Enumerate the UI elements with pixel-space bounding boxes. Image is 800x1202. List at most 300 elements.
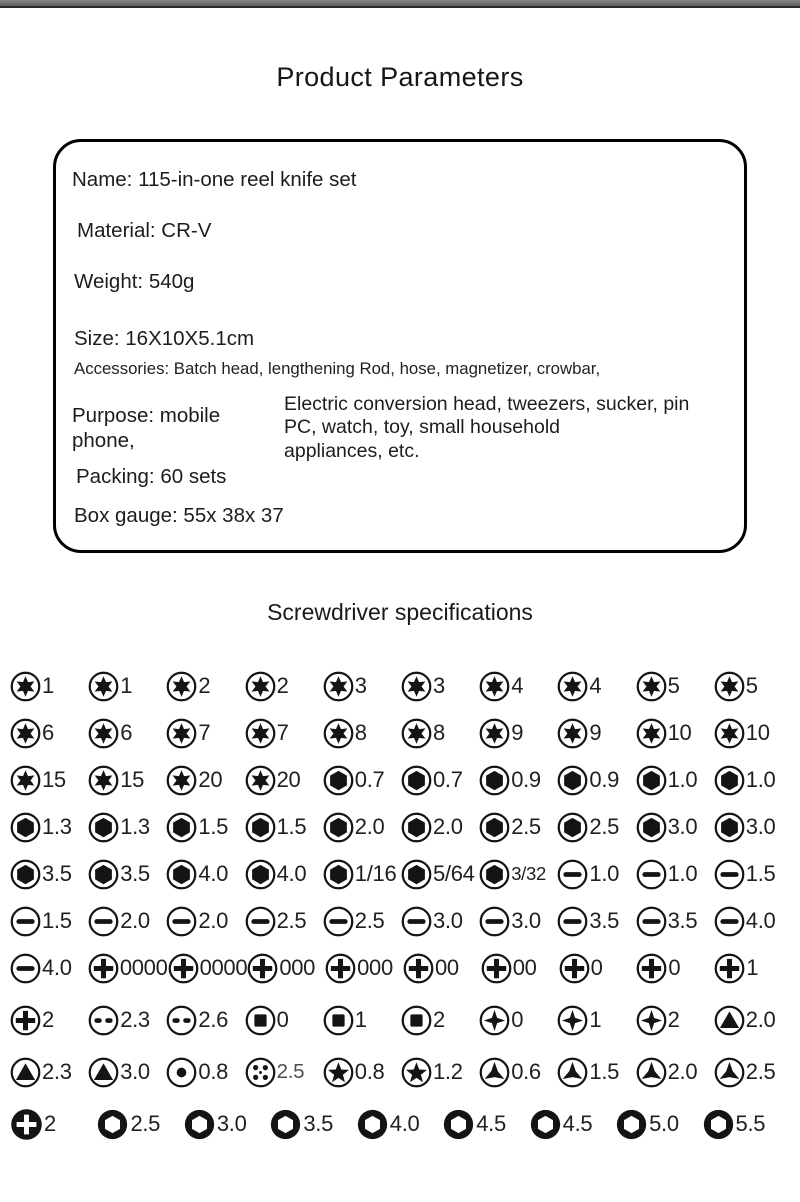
u-type-icon	[88, 1005, 119, 1036]
spec-item	[88, 811, 166, 843]
spec-item	[245, 670, 323, 702]
hex-icon	[323, 859, 354, 890]
bit-size-label: 000	[279, 955, 316, 981]
hex-icon	[166, 859, 197, 890]
torx-icon	[245, 765, 276, 796]
spec-item	[323, 670, 401, 702]
param-accessories: Accessories: Batch head, lengthening Rod, hose, magnetizer, crowbar,	[74, 359, 601, 378]
hex-icon	[166, 812, 197, 843]
bit-size-label: 1.5	[589, 1059, 620, 1085]
bit-size-label: 0	[511, 1007, 524, 1033]
hex-icon	[714, 765, 745, 796]
bit-size-label: 3/32	[511, 863, 546, 885]
spec-item	[245, 1056, 323, 1088]
phillips-icon	[403, 953, 434, 984]
bit-size-label: 0.8	[354, 1059, 385, 1085]
star4-icon	[479, 1005, 510, 1036]
bit-size-label: 1.5	[745, 861, 776, 887]
spec-item	[96, 1108, 182, 1140]
spec-row	[10, 764, 792, 796]
bit-size-label: 0	[276, 1007, 289, 1033]
bit-size-label: 3.5	[303, 1111, 334, 1137]
slotted-icon	[166, 906, 197, 937]
spec-item	[10, 858, 88, 890]
torx-icon	[557, 671, 588, 702]
spec-item	[166, 858, 244, 890]
hex-icon	[245, 859, 276, 890]
purpose-detail-line: Electric conversion head, tweezers, sucker, pin	[284, 393, 690, 415]
phillips-icon	[247, 953, 278, 984]
four-dot-icon	[245, 1057, 276, 1088]
torx-icon	[245, 718, 276, 749]
hex-socket-icon	[356, 1108, 389, 1141]
bit-size-label: 15	[120, 767, 145, 793]
spec-item	[325, 952, 403, 984]
spec-item	[10, 905, 88, 937]
bit-size-label: 1/16	[354, 861, 397, 887]
spec-item	[88, 1004, 166, 1036]
bit-size-label: 3	[432, 673, 445, 699]
spec-item	[636, 952, 714, 984]
bit-size-label: 7	[198, 720, 211, 746]
dot-icon	[166, 1057, 197, 1088]
spec-item	[166, 1056, 244, 1088]
hex-icon	[245, 812, 276, 843]
bit-size-label: 4.5	[562, 1111, 593, 1137]
param-size: Size: 16X10X5.1cm	[74, 327, 255, 350]
spec-item	[557, 858, 635, 890]
spec-item	[714, 858, 792, 890]
y-type-icon	[557, 1057, 588, 1088]
spec-row	[10, 1056, 792, 1088]
y-type-icon	[714, 1057, 745, 1088]
spec-item	[166, 764, 244, 796]
torx-icon	[166, 671, 197, 702]
spec-item	[557, 764, 635, 796]
square-icon	[401, 1005, 432, 1036]
param-weight: Weight: 540g	[74, 270, 195, 293]
hex-icon	[323, 812, 354, 843]
bit-size-label: 5/64	[432, 861, 475, 887]
bit-size-label: 5.0	[649, 1111, 679, 1137]
bit-size-label: 4	[589, 673, 602, 699]
hex-socket-icon	[96, 1108, 129, 1141]
phillips-icon	[636, 953, 667, 984]
bit-size-label: 2.5	[354, 908, 385, 934]
spec-item	[323, 717, 401, 749]
bit-size-label: 0	[668, 955, 681, 981]
spec-section-title: Screwdriver specifications	[267, 599, 533, 626]
torx-icon	[10, 718, 41, 749]
hex-icon	[401, 859, 432, 890]
spec-row	[10, 858, 792, 890]
bit-size-label: 0	[590, 955, 603, 981]
param-purpose-detail	[268, 393, 689, 463]
slotted-icon	[245, 906, 276, 937]
bit-size-label: 4.0	[745, 908, 776, 934]
spec-item	[10, 1108, 96, 1140]
spec-item	[88, 905, 166, 937]
spec-item	[401, 717, 479, 749]
bit-size-label: 4.0	[42, 955, 72, 981]
bit-size-label: 1.0	[589, 861, 620, 887]
spec-row	[10, 811, 792, 843]
bit-size-label: 2	[432, 1007, 445, 1033]
spec-item	[479, 811, 557, 843]
spec-item	[10, 1004, 88, 1036]
param-purpose-row	[72, 393, 726, 463]
spec-row	[10, 670, 792, 702]
spec-item	[323, 1056, 401, 1088]
hex-icon	[557, 765, 588, 796]
spec-item	[356, 1108, 442, 1140]
bit-size-label: 3.5	[667, 908, 698, 934]
bit-size-label: 6	[42, 720, 54, 746]
torx-icon	[557, 718, 588, 749]
purpose-detail-line: PC, watch, toy, small household	[284, 416, 561, 439]
spec-row	[10, 1004, 792, 1036]
spec-item	[702, 1108, 788, 1140]
bit-size-label: 2.3	[120, 1007, 150, 1033]
spec-grid	[0, 670, 800, 1140]
bit-size-label: 2	[44, 1111, 56, 1137]
param-name: Name: 115-in-one reel knife set	[72, 168, 357, 191]
bit-size-label: 2.0	[432, 814, 463, 840]
spec-item	[183, 1108, 269, 1140]
spec-item	[479, 1004, 557, 1036]
bit-size-label: 8	[354, 720, 367, 746]
spec-item	[323, 764, 401, 796]
bit-size-label: 0.6	[511, 1059, 541, 1085]
spec-item	[245, 1004, 323, 1036]
spec-item	[479, 717, 557, 749]
phillips-icon	[168, 953, 199, 984]
param-box-gauge: Box gauge: 55x 38x 37	[74, 504, 284, 528]
spec-item	[636, 1056, 714, 1088]
spec-item	[714, 717, 792, 749]
spec-item	[557, 670, 635, 702]
slotted-icon	[714, 859, 745, 890]
phillips-icon	[714, 953, 745, 984]
bit-size-label: 1	[354, 1007, 367, 1033]
triangle-icon	[714, 1005, 745, 1036]
spec-item	[88, 670, 166, 702]
slotted-icon	[636, 859, 667, 890]
spec-item	[714, 764, 792, 796]
spec-item	[88, 717, 166, 749]
spec-item	[88, 764, 166, 796]
spec-item	[88, 1056, 166, 1088]
hex-socket-icon	[269, 1108, 302, 1141]
bit-size-label: 5.5	[735, 1111, 766, 1137]
spec-item	[10, 1056, 88, 1088]
bit-size-label: 20	[198, 767, 223, 793]
spec-item	[557, 1004, 635, 1036]
bit-size-label: 0.8	[198, 1059, 229, 1085]
spec-item	[442, 1108, 528, 1140]
bit-size-label: 2.0	[198, 908, 229, 934]
u-type-icon	[166, 1005, 197, 1036]
spec-item	[636, 858, 714, 890]
spec-item	[10, 717, 88, 749]
bit-size-label: 0000	[199, 955, 248, 981]
bit-size-label: 1.3	[42, 814, 72, 840]
bit-size-label: 3.5	[589, 908, 620, 934]
spec-item	[636, 670, 714, 702]
bit-size-label: 3.0	[432, 908, 463, 934]
torx-icon	[10, 765, 41, 796]
spec-item	[401, 858, 479, 890]
slotted-icon	[10, 953, 41, 984]
spec-item	[714, 1004, 792, 1036]
spec-item	[166, 670, 244, 702]
bit-size-label: 10	[745, 720, 770, 746]
spec-item	[615, 1108, 701, 1140]
torx-icon	[401, 718, 432, 749]
bit-size-label: 3.0	[745, 814, 776, 840]
param-purpose: Purpose: mobile phone,	[72, 404, 221, 452]
spec-item	[323, 811, 401, 843]
hex-icon	[401, 812, 432, 843]
bit-size-label: 4.5	[476, 1111, 506, 1137]
bit-size-label: 1.0	[667, 861, 698, 887]
bit-size-label: 2	[276, 673, 289, 699]
phillips-icon	[10, 1005, 41, 1036]
slotted-icon	[10, 906, 41, 937]
spec-item	[557, 717, 635, 749]
torx-icon	[10, 671, 41, 702]
spec-item	[401, 764, 479, 796]
spec-item	[714, 905, 792, 937]
torx-icon	[88, 671, 119, 702]
hex-icon	[10, 859, 41, 890]
spec-item	[401, 811, 479, 843]
bit-size-label: 000	[357, 955, 393, 981]
spec-item	[714, 811, 792, 843]
bit-size-label: 0000	[119, 955, 168, 981]
bit-size-label: 2	[198, 673, 211, 699]
slotted-icon	[88, 906, 119, 937]
triangle-icon	[88, 1057, 119, 1088]
torx-icon	[479, 671, 510, 702]
spec-item	[10, 952, 88, 984]
spec-item	[479, 858, 557, 890]
spec-item	[479, 905, 557, 937]
torx-icon	[323, 671, 354, 702]
bit-size-label: 9	[589, 720, 602, 746]
bit-size-label: 6	[120, 720, 133, 746]
hex-icon	[479, 812, 510, 843]
star5-icon	[323, 1057, 354, 1088]
spec-item	[166, 905, 244, 937]
square-icon	[323, 1005, 354, 1036]
spec-item	[479, 1056, 557, 1088]
bit-size-label: 3.0	[667, 814, 698, 840]
star5-icon	[401, 1057, 432, 1088]
hex-icon	[479, 765, 510, 796]
slotted-icon	[636, 906, 667, 937]
spec-row	[10, 952, 792, 984]
bit-size-label: 1	[589, 1007, 602, 1033]
spec-item	[10, 811, 88, 843]
spec-item	[166, 1004, 244, 1036]
bit-size-label: 2.0	[667, 1059, 698, 1085]
torx-icon	[166, 718, 197, 749]
hex-icon	[636, 812, 667, 843]
spec-item	[557, 811, 635, 843]
spec-item	[245, 717, 323, 749]
bit-size-label: 2.0	[745, 1007, 776, 1033]
spec-item	[88, 858, 166, 890]
bit-size-label: 1.5	[198, 814, 229, 840]
bit-size-label: 2.5	[511, 814, 541, 840]
spec-item	[166, 717, 244, 749]
bit-size-label: 1	[120, 673, 133, 699]
phillips-icon	[325, 953, 356, 984]
purpose-detail-line: appliances, etc.	[284, 439, 420, 462]
bit-size-label: 3.0	[511, 908, 541, 934]
hex-icon	[714, 812, 745, 843]
bit-size-label: 00	[434, 955, 459, 981]
spec-item	[636, 717, 714, 749]
spec-item	[323, 858, 401, 890]
bit-size-label: 4	[511, 673, 524, 699]
torx-icon	[714, 671, 745, 702]
param-packing: Packing: 60 sets	[76, 465, 227, 489]
bit-size-label: 3.0	[216, 1111, 247, 1137]
spec-item	[88, 952, 168, 984]
phillips-icon	[559, 953, 590, 984]
hex-socket-icon	[702, 1108, 735, 1141]
bit-size-label: 2.6	[198, 1007, 229, 1033]
spec-item	[401, 905, 479, 937]
slotted-icon	[323, 906, 354, 937]
bit-size-label: 5	[667, 673, 680, 699]
bit-size-label: 8	[432, 720, 445, 746]
torx-icon	[401, 671, 432, 702]
spec-item	[10, 764, 88, 796]
spec-item	[168, 952, 248, 984]
slotted-icon	[714, 906, 745, 937]
bit-size-label: 0.7	[432, 767, 463, 793]
torx-icon	[88, 718, 119, 749]
spec-item	[481, 952, 559, 984]
bit-size-label: 9	[511, 720, 524, 746]
hex-icon	[323, 765, 354, 796]
torx-icon	[636, 671, 667, 702]
bit-size-label: 2.0	[120, 908, 150, 934]
spec-item	[557, 1056, 635, 1088]
spec-item	[245, 905, 323, 937]
spec-item	[559, 952, 637, 984]
bit-size-label: 3.5	[120, 861, 150, 887]
bit-size-label: 1.5	[42, 908, 72, 934]
hex-icon	[88, 859, 119, 890]
top-divider-bar	[0, 0, 800, 8]
spec-row	[10, 717, 792, 749]
bit-size-label: 5	[745, 673, 758, 699]
bit-size-label: 0.9	[511, 767, 541, 793]
spec-item	[10, 670, 88, 702]
torx-icon	[714, 718, 745, 749]
bit-size-label: 1.0	[667, 767, 698, 793]
spec-item	[166, 811, 244, 843]
slotted-icon	[401, 906, 432, 937]
bit-size-label: 2.5	[589, 814, 620, 840]
hex-icon	[401, 765, 432, 796]
bit-size-label: 4.0	[276, 861, 307, 887]
bit-size-label: 2.5	[276, 908, 307, 934]
bit-size-label: 1.5	[276, 814, 307, 840]
spec-item	[636, 905, 714, 937]
spec-item	[714, 952, 792, 984]
y-type-icon	[479, 1057, 510, 1088]
spec-item	[714, 1056, 792, 1088]
spec-item	[479, 764, 557, 796]
star4-icon	[636, 1005, 667, 1036]
spec-row	[10, 905, 792, 937]
product-parameters-box	[53, 139, 747, 553]
torx-icon	[245, 671, 276, 702]
hex-socket-icon	[615, 1108, 648, 1141]
bit-size-label: 10	[667, 720, 692, 746]
bit-size-label: 0.9	[589, 767, 620, 793]
bit-size-label: 2.0	[354, 814, 385, 840]
hex-icon	[636, 765, 667, 796]
spec-row	[10, 1108, 792, 1140]
bit-size-label: 2.5	[276, 1060, 305, 1084]
bit-size-label: 4.0	[389, 1111, 420, 1137]
spec-item	[401, 1056, 479, 1088]
slotted-icon	[557, 859, 588, 890]
bit-size-label: 4.0	[198, 861, 229, 887]
spec-item	[529, 1108, 615, 1140]
spec-item	[245, 811, 323, 843]
spec-item	[401, 670, 479, 702]
bit-size-label: 2.3	[42, 1059, 72, 1085]
spec-item	[636, 811, 714, 843]
hex-icon	[10, 812, 41, 843]
spec-item	[403, 952, 481, 984]
hex-socket-icon	[183, 1108, 216, 1141]
square-icon	[245, 1005, 276, 1036]
phillips-solid-icon	[10, 1108, 43, 1141]
slotted-icon	[479, 906, 510, 937]
torx-icon	[88, 765, 119, 796]
torx-icon	[479, 718, 510, 749]
page-title: Product Parameters	[276, 62, 524, 92]
bit-size-label: 2	[42, 1007, 54, 1033]
y-type-icon	[636, 1057, 667, 1088]
slotted-icon	[557, 906, 588, 937]
bit-size-label: 20	[276, 767, 301, 793]
spec-item	[479, 670, 557, 702]
hex-icon	[88, 812, 119, 843]
spec-item	[636, 764, 714, 796]
torx-icon	[166, 765, 197, 796]
bit-size-label: 1.3	[120, 814, 150, 840]
bit-size-label: 1	[746, 955, 759, 981]
phillips-icon	[88, 953, 119, 984]
bit-size-label: 0.7	[354, 767, 385, 793]
bit-size-label: 3.0	[120, 1059, 150, 1085]
hex-icon	[557, 812, 588, 843]
spec-item	[636, 1004, 714, 1036]
hex-socket-icon	[529, 1108, 562, 1141]
bit-size-label: 1.0	[745, 767, 776, 793]
bit-size-label: 3.5	[42, 861, 72, 887]
bit-size-label: 2	[667, 1007, 680, 1033]
